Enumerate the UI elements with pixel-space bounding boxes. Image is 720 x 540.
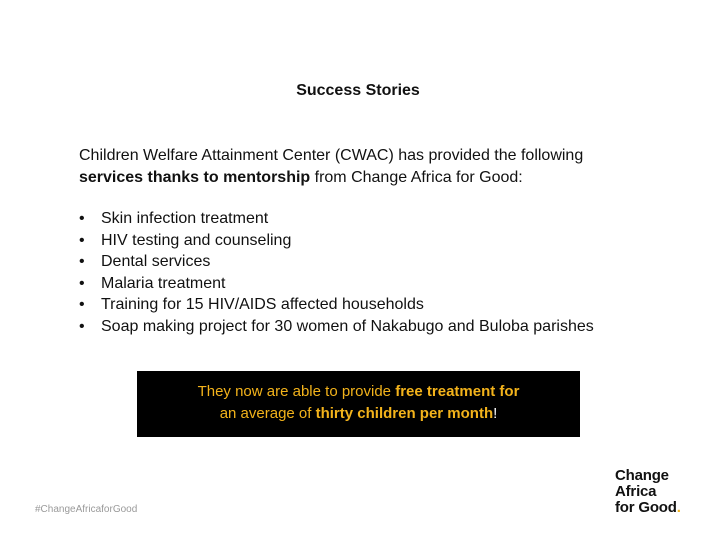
- callout-exclamation: !: [493, 405, 498, 422]
- bullet-icon: •: [79, 317, 85, 335]
- bullet-icon: •: [79, 231, 85, 249]
- callout-bold-2: thirty children per month: [315, 405, 494, 422]
- services-list: [79, 208, 699, 338]
- service-label: HIV testing and counseling: [101, 231, 292, 249]
- list-item: [79, 251, 699, 273]
- service-label: Malaria treatment: [101, 274, 226, 292]
- service-label: Skin infection treatment: [101, 210, 269, 227]
- bullet-icon: •: [79, 253, 85, 271]
- callout-bold-1: free treatment for: [395, 383, 520, 400]
- logo-line-3: for Good: [615, 499, 677, 516]
- service-label: Soap making project for 30 women of Nakabugo and Buloba parishes: [101, 317, 594, 335]
- intro-rest: from Change Africa for Good:: [310, 169, 523, 186]
- intro-bold-phrase: services thanks to mentorship: [79, 169, 311, 186]
- callout-text-2: an average of: [219, 405, 316, 422]
- list-item: [79, 294, 699, 316]
- list-item: [79, 316, 699, 338]
- change-africa-logo: [615, 468, 681, 516]
- service-label: Dental services: [101, 253, 211, 271]
- logo-dot: .: [676, 499, 681, 516]
- logo-line-2: Africa: [615, 483, 657, 500]
- list-item: [79, 208, 699, 230]
- slide-title: Success Stories: [296, 82, 420, 99]
- bullet-icon: •: [79, 210, 85, 227]
- hashtag-footer: #ChangeAfricaforGood: [35, 504, 138, 515]
- list-item: [79, 273, 699, 295]
- callout-text-1: They now are able to provide: [197, 383, 396, 400]
- callout-box: [137, 371, 580, 437]
- intro-line-1: Children Welfare Attainment Center (CWAC) has provided the following: [79, 147, 584, 164]
- bullet-icon: •: [79, 274, 85, 292]
- service-label: Training for 15 HIV/AIDS affected households: [101, 296, 424, 314]
- logo-line-1: Change: [615, 467, 669, 484]
- intro-paragraph: [79, 145, 679, 189]
- bullet-icon: •: [79, 296, 85, 314]
- list-item: [79, 230, 699, 252]
